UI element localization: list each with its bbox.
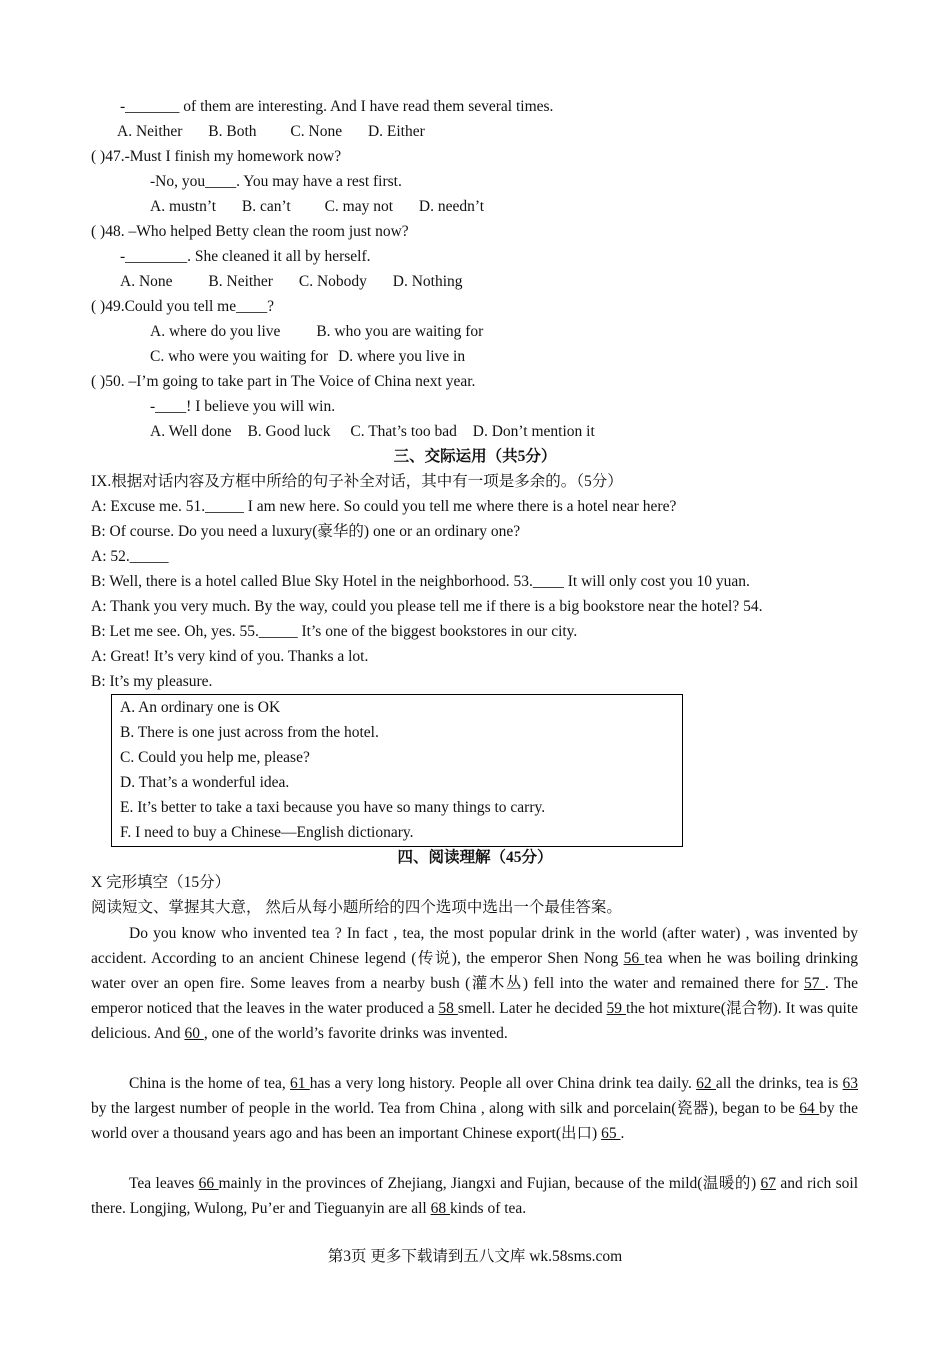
blank-61: 61	[290, 1075, 310, 1092]
dialogue-line-6: B: Let me see. Oh, yes. 55._____ It’s one of the biggest bookstores in our city.	[91, 623, 578, 640]
blank-56: 56	[623, 950, 645, 967]
q50-options	[150, 422, 617, 442]
q46-option-d: D. Either	[367, 123, 425, 140]
p1-text-5: the hot mixture(混合物). It was quite delicious. And	[91, 1000, 859, 1042]
blank-62: 62	[696, 1075, 716, 1092]
q47-options	[150, 197, 506, 217]
p2-text-3: all the drinks, tea is	[715, 1075, 843, 1092]
q46-option-c: C. None	[290, 123, 343, 140]
box-option-a: A. An ordinary one is OK	[120, 699, 281, 716]
blank-58: 58	[438, 1000, 458, 1017]
p3-text-3: and rich soil there. Longjing, Wulong, Pu’er and Tieguanyin are all	[91, 1175, 859, 1217]
p1-text-1: Do you know who invented tea ? In fact , tea, the most popular drink in the world (after water) , was invented by accident. According to an ancient Chinese legend (传说), the emperor Shen Nong	[91, 925, 858, 967]
p1-text-4: smell. Later he decided	[457, 1000, 607, 1017]
q48-options	[120, 272, 485, 292]
q48-option-a: A. None	[120, 273, 173, 290]
q49-option-a: A. where do you live	[150, 323, 281, 340]
blank-65: 65	[601, 1125, 621, 1142]
q46-option-a: A. Neither	[117, 123, 183, 140]
section4-instruction: 阅读短文、掌握其大意， 然后从每小题所给的四个选项中选出一个最佳答案。	[91, 899, 622, 916]
blank-64: 64	[799, 1100, 820, 1117]
q49-option-b: B. who you are waiting for	[316, 323, 484, 340]
q50-option-c: C. That’s too bad	[350, 423, 457, 440]
section3-title: 三、交际运用（共5分）	[393, 448, 557, 465]
dialogue-line-3: A: 52._____	[91, 548, 169, 565]
blank-57: 57	[803, 975, 825, 992]
p2-text-6: .	[620, 1125, 625, 1142]
p2-text-4: by the largest number of people in the world. Tea from China , along with silk and porcelain(瓷器), began to be	[91, 1100, 800, 1117]
dialogue-line-5: A: Thank you very much. By the way, could you please tell me if there is a big bookstore near the hotel? 54.	[91, 598, 763, 615]
dialogue-line-8: B: It’s my pleasure.	[91, 673, 213, 690]
p2-text-5: by the world over a thousand years ago and has been an important Chinese export(出口)	[91, 1100, 859, 1142]
q48-stem: ( )48. –Who helped Betty clean the room just now?	[91, 223, 409, 240]
section4-subtitle: X 完形填空（15分）	[91, 874, 231, 891]
section4-title: 四、阅读理解（45分）	[397, 849, 553, 866]
q50-option-d: D. Don’t mention it	[472, 423, 595, 440]
blank-60: 60	[184, 1025, 204, 1042]
q49-options-row2	[150, 347, 487, 367]
q47-option-d: D. needn’t	[418, 198, 485, 215]
dialogue-line-2: B: Of course. Do you need a luxury(豪华的) one or an ordinary one?	[91, 523, 521, 540]
q49-option-c: C. who were you waiting for	[150, 348, 329, 365]
q48-option-d: D. Nothing	[392, 273, 463, 290]
p2-text-2: has a very long history. People all over China drink tea daily.	[309, 1075, 697, 1092]
q50-option-b: B. Good luck	[247, 423, 331, 440]
q47-stem: ( )47.-Must I finish my homework now?	[91, 148, 342, 165]
q49-option-d: D. where you live in	[338, 348, 466, 365]
q48-answer-line: -________. She cleaned it all by herself.	[120, 248, 371, 265]
blank-68: 68	[430, 1200, 450, 1217]
q47-option-a: A. mustn’t	[150, 198, 217, 215]
box-option-d: D. That’s a wonderful idea.	[120, 774, 290, 791]
p1-text-2: tea when he was boiling drinking water over an open fire. Some leaves from a nearby bush (灌木丛) fell into the water and remained there for	[91, 950, 858, 992]
q48-option-b: B. Neither	[208, 273, 273, 290]
passage-paragraph-1	[91, 921, 858, 1046]
p1-text-6: , one of the world’s favorite drinks was invented.	[203, 1025, 508, 1042]
page-footer: 第3页 更多下载请到五八文库 wk.58sms.com	[327, 1248, 623, 1265]
q49-stem: ( )49.Could you tell me____?	[91, 298, 274, 315]
section3-instruction: IX.根据对话内容及方框中所给的句子补全对话，其中有一项是多余的。（5分）	[91, 473, 623, 490]
blank-67: 67	[760, 1175, 776, 1192]
p3-text-4: kinds of tea.	[449, 1200, 527, 1217]
q47-option-c: C. may not	[324, 198, 394, 215]
q46-answer-line: -_______ of them are interesting. And I have read them several times.	[120, 98, 554, 115]
p3-text-2: mainly in the provinces of Zhejiang, Jiangxi and Fujian, because of the mild(温暖的)	[218, 1175, 761, 1192]
passage-paragraph-3	[91, 1171, 858, 1221]
q46-option-b: B. Both	[208, 123, 257, 140]
box-option-f: F. I need to buy a Chinese—English dictionary.	[120, 824, 414, 841]
q50-stem: ( )50. –I’m going to take part in The Voice of China next year.	[91, 373, 476, 390]
q47-answer-line: -No, you____. You may have a rest first.	[150, 173, 402, 190]
q50-option-a: A. Well done	[150, 423, 232, 440]
p1-text-3: . The emperor noticed that the leaves in the water produced a	[91, 975, 858, 1017]
q46-options	[117, 122, 447, 142]
q50-answer-line: -____! I believe you will win.	[150, 398, 336, 415]
q49-options-row1	[150, 322, 505, 342]
dialogue-line-7: A: Great! It’s very kind of you. Thanks a lot.	[91, 648, 369, 665]
box-option-b: B. There is one just across from the hotel.	[120, 724, 379, 741]
passage-paragraph-2	[91, 1071, 858, 1146]
q47-option-b: B. can’t	[241, 198, 291, 215]
p2-text-1: China is the home of tea,	[129, 1075, 291, 1092]
box-option-c: C. Could you help me, please?	[120, 749, 310, 766]
dialogue-line-4: B: Well, there is a hotel called Blue Sky Hotel in the neighborhood. 53.____ It will only cost you 10 yuan.	[91, 573, 750, 590]
blank-59: 59	[606, 1000, 626, 1017]
blank-63: 63	[842, 1075, 859, 1092]
q48-option-c: C. Nobody	[298, 273, 367, 290]
box-option-e: E. It’s better to take a taxi because you have so many things to carry.	[120, 799, 546, 816]
dialogue-line-1: A: Excuse me. 51._____ I am new here. So could you tell me where there is a hotel near here?	[91, 498, 677, 515]
blank-66: 66	[198, 1175, 219, 1192]
p3-text-1: Tea leaves	[129, 1175, 199, 1192]
